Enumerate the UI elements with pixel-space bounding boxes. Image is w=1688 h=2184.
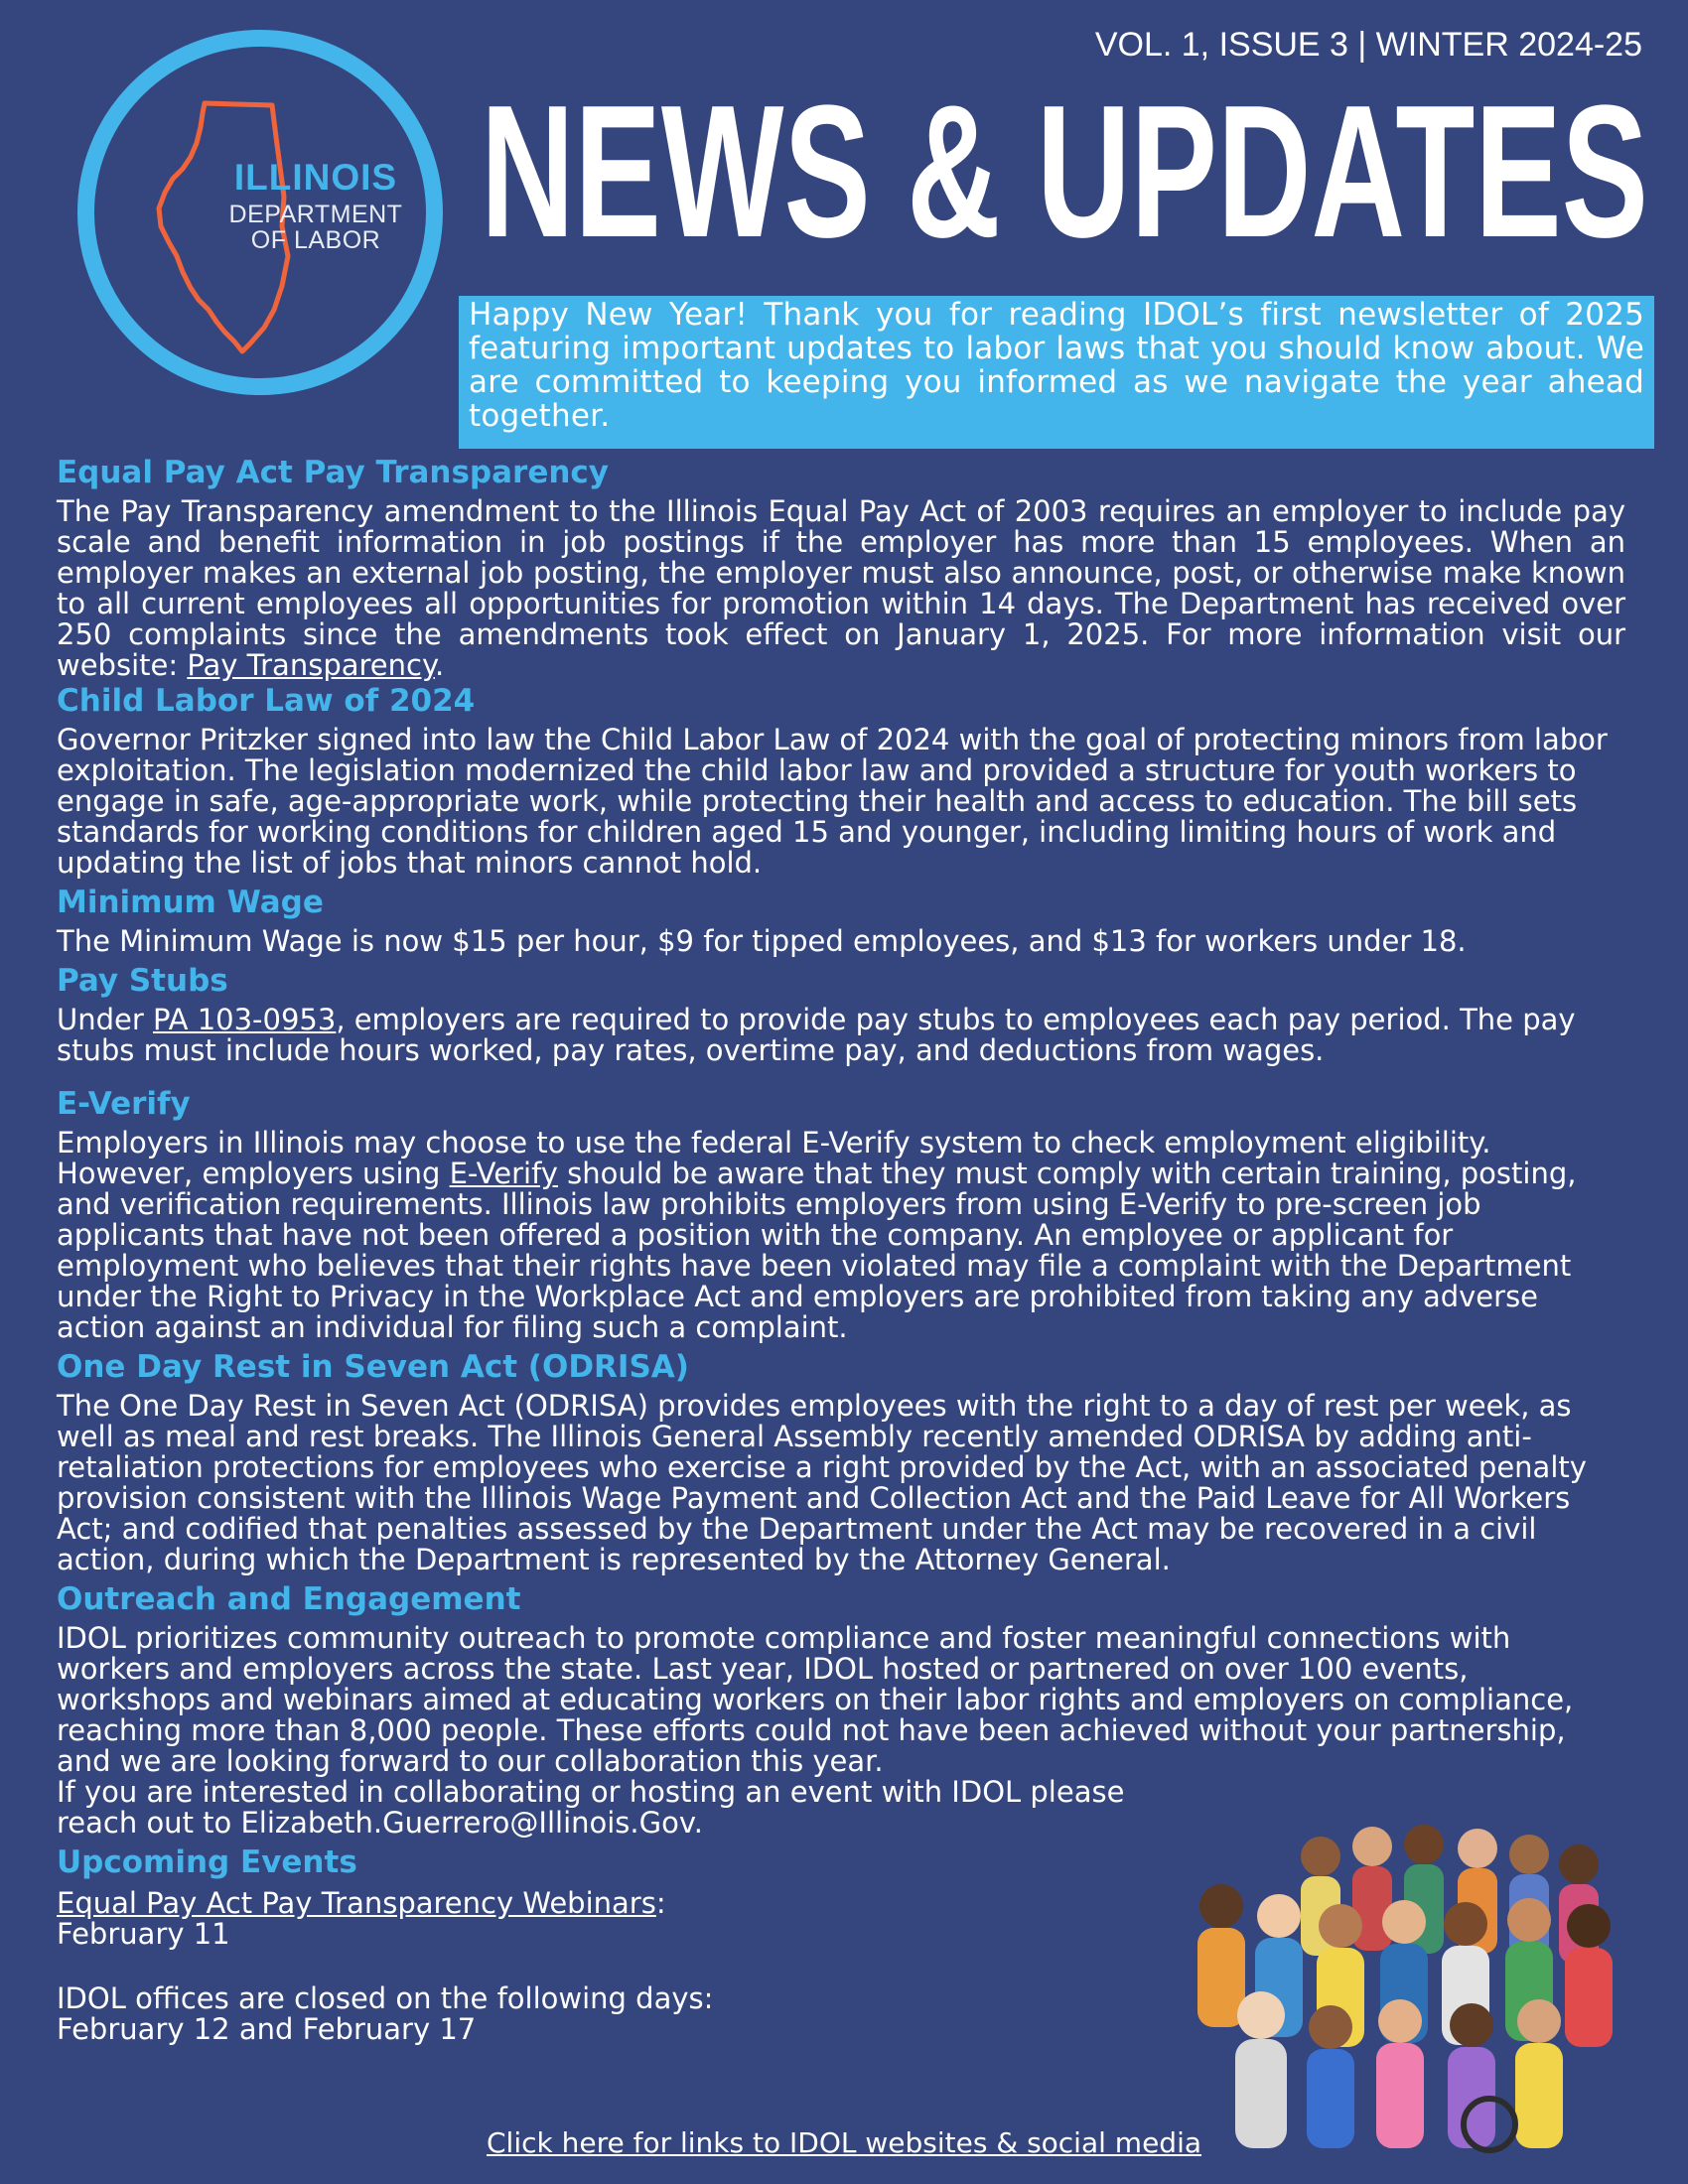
section-body: IDOL prioritizes community outreach to promote compliance and foster meaningful connections with workers and employers across the state. Last year, IDOL hosted or partnered on over 100 events, workshops and webinars aimed at educating workers on their labor rights and employers on compliance, reaching more than 8,000 people. These efforts could not have been achieved without your partnership, and we are looking forward to our collaboration this year. bbox=[57, 1621, 1574, 1778]
section-heading: Pay Stubs bbox=[57, 963, 228, 999]
section-body: The Minimum Wage is now $15 per hour, $9 for tipped employees, and $13 for workers under 18. bbox=[57, 924, 1467, 958]
body-text: , employers are required to provide pay stubs to employees each pay period. The pay stubs must include hours worked, pay rates, overtime pay, and deductions from wages. bbox=[57, 1003, 1576, 1067]
section-body bbox=[57, 1005, 1625, 1066]
section-everify bbox=[57, 1086, 1625, 1343]
issue-line: VOL. 1, ISSUE 3 | WINTER 2024-25 bbox=[1094, 26, 1642, 64]
section-pay-transparency bbox=[57, 455, 1625, 681]
idol-logo-text bbox=[216, 159, 415, 253]
section-body: Governor Pritzker signed into law the Child Labor Law of 2024 with the goal of protecting minors from labor exploitation. The legislation modernized the child labor law and provided a structure for youth workers to engage in safe, age-appropriate work, while protecting their health and access to education. The bill sets standards for working conditions for children aged 15 and younger, including limiting hours of work and updating the list of jobs that minors cannot hold. bbox=[57, 723, 1608, 880]
pay-transparency-link[interactable]: Pay Transparency bbox=[187, 648, 435, 682]
idol-websites-social-link[interactable]: Click here for links to IDOL websites & social media bbox=[486, 2126, 1202, 2159]
logo-department: DEPARTMENT bbox=[228, 200, 403, 228]
section-child-labor bbox=[57, 683, 1625, 879]
closed-dates: February 12 and February 17 bbox=[57, 2012, 477, 2046]
masthead-text: NEWS & UPDATES bbox=[481, 87, 1648, 256]
section-body: The One Day Rest in Seven Act (ODRISA) provides employees with the right to a day of rest per week, as well as meal and rest breaks. The Illinois General Assembly recently amended ODRISA by adding anti-retaliation protections for employees who exercise a right provided by the Act, with an associated penalty provision consistent with the Illinois Wage Payment and Collection Act and the Paid Leave for All Workers Act; and codified that penalties assessed by the Department under the Act may be recovered in a civil action, during which the Department is represented by the Attorney General. bbox=[57, 1389, 1587, 1576]
body-text: Employers in Illinois may choose to use the federal E-Verify system to check employment eligibility. However, employers using bbox=[57, 1126, 1491, 1190]
intro-box bbox=[459, 296, 1654, 449]
colon: : bbox=[655, 1886, 666, 1920]
section-body bbox=[57, 1128, 1625, 1343]
webinars-link[interactable]: Equal Pay Act Pay Transparency Webinars bbox=[57, 1886, 656, 1920]
section-pay-stubs bbox=[57, 963, 1625, 1066]
section-heading: Upcoming Events bbox=[57, 1844, 357, 1880]
section-heading: E-Verify bbox=[57, 1086, 191, 1122]
section-minimum-wage bbox=[57, 885, 1625, 957]
section-heading: Child Labor Law of 2024 bbox=[57, 683, 476, 719]
body-text: should be aware that they must comply with certain training, posting, and verification requirements. Illinois law prohibits employers from using E-Verify to pre-screen job applicants that have not been offered a position with the company. An employee or applicant for employment who believes that their rights have been violated may file a complaint with the Department under the Right to Privacy in the Workplace Act and employers are prohibited from taking any adverse action against an individual for filing such a complaint. bbox=[57, 1157, 1577, 1344]
body-punct: . bbox=[434, 648, 445, 682]
logo-of-labor: OF LABOR bbox=[250, 226, 381, 255]
section-heading: Equal Pay Act Pay Transparency bbox=[57, 455, 610, 490]
footer bbox=[0, 2126, 1688, 2159]
pa-103-0953-link[interactable]: PA 103-0953 bbox=[153, 1003, 337, 1036]
intro-text: Happy New Year! Thank you for reading IDOL’s first newsletter of 2025 featuring important updates to labor laws that you should know about. We are committed to keeping you informed as we navigate the year ahead together. bbox=[469, 297, 1644, 434]
webinar-date: February 11 bbox=[57, 1917, 230, 1951]
e-verify-link[interactable]: E-Verify bbox=[449, 1157, 558, 1190]
section-heading: One Day Rest in Seven Act (ODRISA) bbox=[57, 1349, 689, 1385]
masthead-title bbox=[481, 87, 1650, 256]
section-heading: Minimum Wage bbox=[57, 885, 324, 920]
contact-line: If you are interested in collaborating or hosting an event with IDOL please bbox=[57, 1775, 1125, 1809]
body-text: Under bbox=[57, 1003, 153, 1036]
logo-illinois: ILLINOIS bbox=[233, 157, 398, 198]
section-heading: Outreach and Engagement bbox=[57, 1581, 521, 1617]
section-body bbox=[57, 496, 1625, 681]
body-text: The Pay Transparency amendment to the Illinois Equal Pay Act of 2003 requires an employer to include pay scale and benefit information in job postings if the employer has more than 15 employees. When an employer makes an external job posting, the employer must also announce, post, or otherwise make known to all current employees all opportunities for promotion within 14 days. The Department has received over 250 complaints since the amendments took effect on January 1, 2025. For more information visit our website: bbox=[57, 494, 1625, 682]
section-odrisa bbox=[57, 1349, 1625, 1575]
crowd-illustration bbox=[1162, 1787, 1628, 2154]
closed-label: IDOL offices are closed on the following days: bbox=[57, 1981, 714, 2015]
contact-line: reach out to Elizabeth.Guerrero@Illinois.Gov. bbox=[57, 1806, 703, 1840]
